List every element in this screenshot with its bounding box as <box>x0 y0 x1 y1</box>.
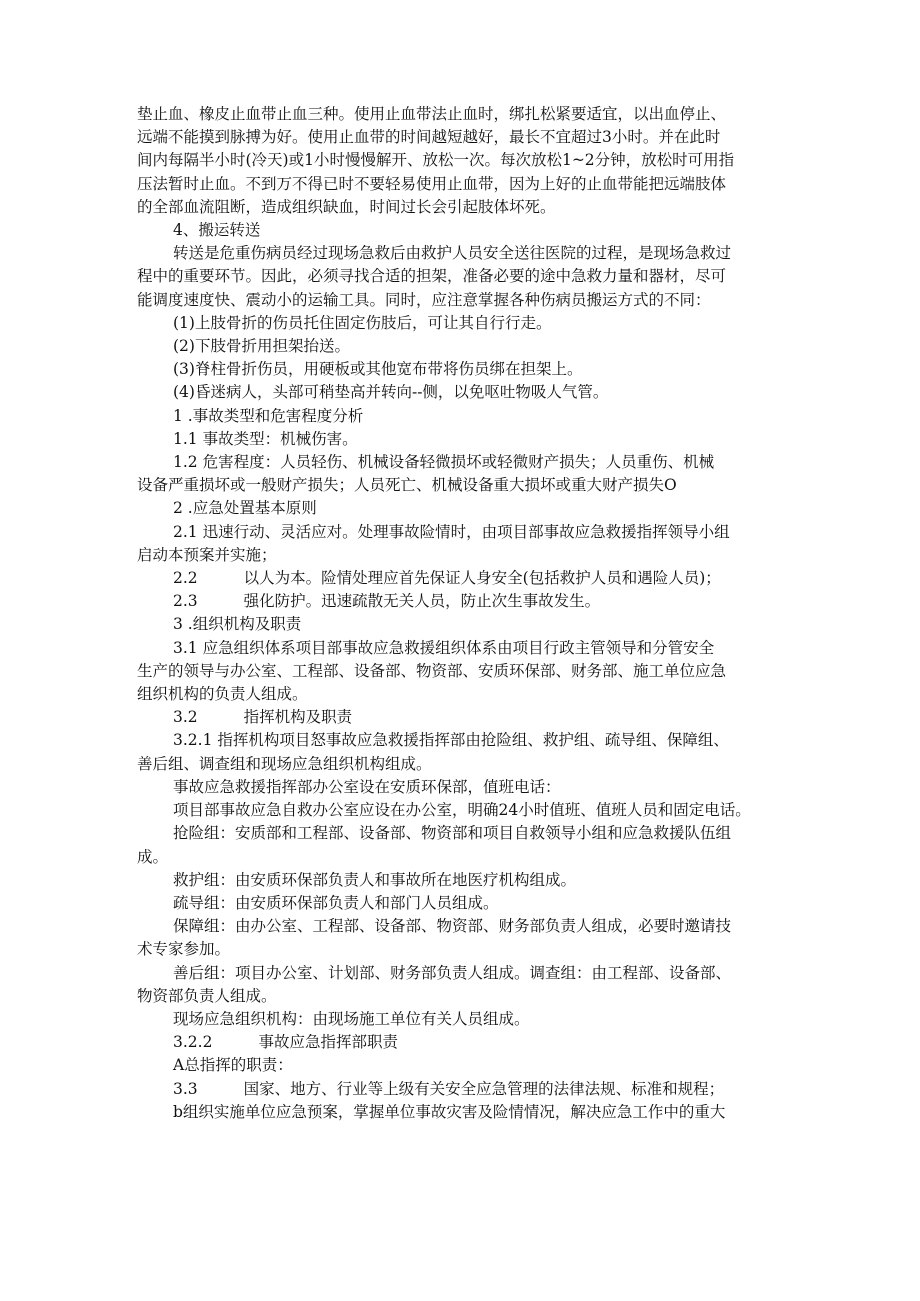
body-line: A总指挥的职责： <box>173 1056 293 1075</box>
body-line: 抢险组：安质部和工程部、设备部、物资部和项目自救领导小组和应急救援队伍组 <box>173 824 732 843</box>
body-line: 3.1 应急组织体系项目部事故应急救援组织体系由项目行政主管领导和分管安全 <box>173 638 715 657</box>
body-line: 间内每隔半小时(冷天)或1小时慢慢解开、放松一次。每次放松1~2分钟，放松时可用指 <box>137 151 735 170</box>
body-line: b组织实施单位应急预案，掌握单位事故灾害及险情情况，解决应急工作中的重大 <box>173 1102 726 1121</box>
list-item: (3)脊柱骨折伤员，用硬板或其他宽布带将伤员绑在担架上。 <box>173 360 583 379</box>
body-line: 疏导组：由安质环保部负责人和部门人员组成。 <box>173 893 499 912</box>
list-item: (1)上肢骨折的伤员托住固定伤肢后，可让其自行行走。 <box>173 313 552 332</box>
body-line: 3.2.1 指挥机构项目怒事故应急救援指挥部由抢险组、救护组、疏导组、保障组、 <box>173 731 729 750</box>
body-line: 善后组：项目办公室、计划部、财务部负责人组成。调查组：由工程部、设备部、 <box>173 963 732 982</box>
body-line: 成。 <box>137 847 169 866</box>
body-line: 远端不能摸到脉搏为好。使用止血带的时间越短越好，最长不宜超过3小时。并在此时 <box>137 128 721 147</box>
body-line: 物资部负责人组成。 <box>137 986 277 1005</box>
body-line: 设备严重损坏或一般财产损失；人员死亡、机械设备重大损坏或重大财产损失O <box>137 476 677 495</box>
clause-text: 以人为本。险情处理应首先保证人身安全(包括救护人员和遇险人员)； <box>243 569 721 588</box>
body-line: 救护组：由安质环保部负责人和事故所在地医疗机构组成。 <box>173 870 577 889</box>
body-line: 能调度速度快、震动小的运输工具。同时，应注意掌握各种伤病员搬运方式的不同： <box>137 290 711 309</box>
numbered-line <box>137 1078 787 1101</box>
body-line: 压法暂时止血。不到万不得已时不要轻易使用止血带，因为上好的止血带能把远端肢体 <box>137 174 727 193</box>
clause-text: 指挥机构及职责 <box>243 708 353 727</box>
clause-number: 3.2.2 <box>173 1033 213 1052</box>
document-page <box>137 103 787 1124</box>
body-line: 术专家参加。 <box>137 940 231 959</box>
section-heading: 1 .事故类型和危害程度分析 <box>173 406 364 425</box>
body-line: 现场应急组织机构：由现场施工单位有关人员组成。 <box>173 1009 530 1028</box>
body-line: 生产的领导与办公室、工程部、设备部、物资部、安质环保部、财务部、施工单位应急 <box>137 661 727 680</box>
numbered-line <box>137 706 787 729</box>
clause-number: 2.2 <box>173 569 198 588</box>
body-line: 1.1 事故类型：机械伤害。 <box>173 429 358 448</box>
body-line: 的全部血流阻断，造成组织缺血，时间过长会引起肢体坏死。 <box>137 197 556 216</box>
clause-number: 3.2 <box>173 708 198 727</box>
numbered-line <box>137 1031 787 1054</box>
body-line: 事故应急救援指挥部办公室设在安质环保部，值班电话： <box>173 777 561 796</box>
section-heading: 3 .组织机构及职责 <box>173 615 302 634</box>
clause-number: 2.3 <box>173 592 198 611</box>
list-item: (2)下肢骨折用担架抬送。 <box>173 337 350 356</box>
numbered-line <box>137 590 787 613</box>
body-line: 保障组：由办公室、工程部、设备部、物资部、财务部负责人组成，必要时邀请技 <box>173 917 732 936</box>
clause-text: 强化防护。迅速疏散无关人员，防止次生事故发生。 <box>243 592 601 611</box>
body-line: 组织机构的负责人组成。 <box>137 685 308 704</box>
list-item: (4)昏迷病人，头部可稍垫高并转向--侧，以免呕吐物吸人气管。 <box>173 383 609 402</box>
body-line: 项目部事故应急自救办公室应设在办公室，明确24小时值班、值班人员和固定电话。 <box>173 801 751 820</box>
body-line: 1.2 危害程度：人员轻伤、机械设备轻微损坏或轻微财产损失；人员重伤、机械 <box>173 453 715 472</box>
body-line: 垫止血、橡皮止血带止血三种。使用止血带法止血时，绑扎松紧要适宜，以出血停止、 <box>137 105 727 123</box>
clause-text: 国家、地方、行业等上级有关安全应急管理的法律法规、标准和规程； <box>243 1079 725 1098</box>
body-line: 善后组、调查组和现场应急组织机构组成。 <box>137 754 432 773</box>
body-line: 转送是危重伤病员经过现场急救后由救护人员安全送往医院的过程，是现场急救过 <box>173 244 732 263</box>
section-heading: 4、搬运转送 <box>173 221 261 240</box>
body-line: 2.1 迅速行动、灵活应对。处理事故险情时，由项目部事故应急救援指挥领导小组 <box>173 522 730 541</box>
section-heading: 2 .应急处置基本原则 <box>173 499 317 518</box>
numbered-line <box>137 567 787 590</box>
body-line: 程中的重要环节。因此，必须寻找合适的担架，准备必要的途中急救力量和器材，尽可 <box>137 267 727 286</box>
clause-number: 3.3 <box>173 1079 198 1098</box>
clause-text: 事故应急指挥部职责 <box>258 1033 398 1052</box>
body-line: 启动本预案并实施； <box>137 545 277 564</box>
